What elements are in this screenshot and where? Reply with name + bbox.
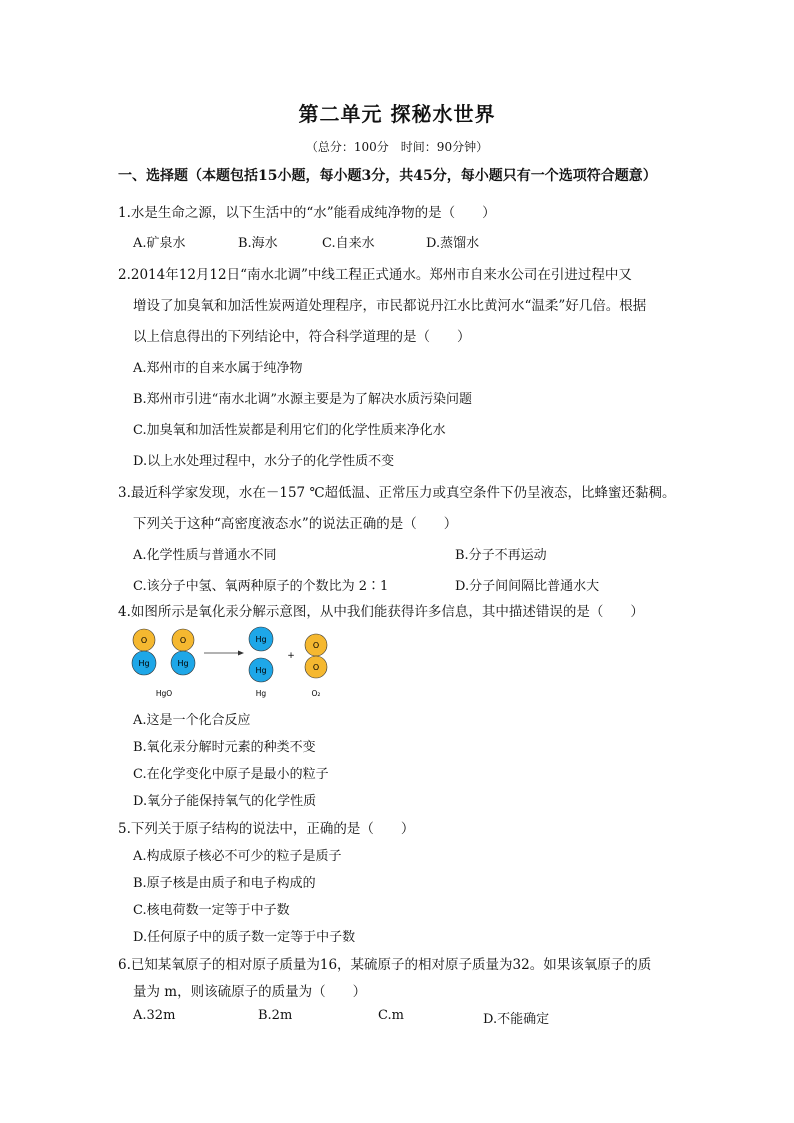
page-title: 第二单元 探秘水世界 [298,102,496,126]
q1-option-d: D.蒸馏水 [426,236,480,251]
q3-option-b: B.分子不再运动 [455,548,547,563]
mercury-oxide-decomposition-diagram [126,626,346,702]
label-o2: O₂ [311,689,321,698]
mercury-atom-label: Hg [255,635,267,644]
hgo-molecule-1 [132,629,156,675]
question-2-line-2: 增设了加臭氧和加活性炭两道处理程序，市民都说丹江水比黄河水“温柔”好几倍。根据 [133,298,647,314]
q4-option-c: C.在化学变化中原子是最小的粒子 [133,767,329,782]
q1-option-b: B.海水 [238,236,278,251]
question-3-line-1: 3.最近科学家发现，水在－157 ℃超低温、正常压力或真空条件下仍呈液态，比蜂蜜还黏稠。 [118,485,676,501]
question-3-line-2: 下列关于这种“高密度液态水”的说法正确的是（ ） [133,516,458,532]
mercury-atom-label: Hg [177,659,189,668]
exam-info: （总分：100分 时间：90分钟） [305,140,489,154]
q6-option-c: C.m [378,1008,404,1023]
oxygen-atom-label: O [179,636,187,645]
q4-option-a: A.这是一个化合反应 [133,713,251,728]
q5-option-a: A.构成原子核必不可少的粒子是质子 [133,849,342,864]
reaction-arrow-icon [204,651,244,656]
hgo-molecule-2 [171,629,195,675]
q4-option-b: B.氧化汞分解时元素的种类不变 [133,740,316,755]
oxygen-molecule-product [305,634,327,678]
q3-option-c: C.该分子中氢、氧两种原子的个数比为 2∶1 [133,579,389,594]
q5-option-b: B.原子核是由质子和电子构成的 [133,876,316,891]
plus-sign: + [287,651,295,661]
q1-option-a: A.矿泉水 [133,236,186,251]
q5-option-c: C.核电荷数一定等于中子数 [133,903,290,918]
q1-option-c: C.自来水 [322,236,375,251]
section-heading: 一、选择题（本题包括15小题，每小题3分，共45分，每小题只有一个选项符合题意） [118,168,657,184]
oxygen-atom-label: O [140,636,148,645]
q3-option-a: A.化学性质与普通水不同 [133,548,277,563]
question-5-text: 5.下列关于原子结构的说法中，正确的是（ ） [118,821,415,837]
q5-option-d: D.任何原子中的质子数一定等于中子数 [133,930,356,945]
q2-option-a: A.郑州市的自来水属于纯净物 [133,361,303,376]
question-2-line-1: 2.2014年12月12日“南水北调”中线工程正式通水。郑州市自来水公司在引进过程中又 [118,267,632,283]
question-2-line-3: 以上信息得出的下列结论中，符合科学道理的是（ ） [133,329,471,345]
question-6-line-1: 6.已知某氧原子的相对原子质量为16，某硫原子的相对原子质量为32。如果该氧原子的质 [118,957,652,973]
q6-option-d: D.不能确定 [483,1012,550,1027]
label-hg: Hg [255,689,267,698]
oxygen-atom-label: O [312,663,320,672]
q6-option-b: B.2m [258,1008,293,1023]
mercury-atom-label: Hg [255,666,267,675]
label-hgo: HgO [155,689,173,698]
q2-option-c: C.加臭氧和加活性炭都是利用它们的化学性质来净化水 [133,423,446,438]
q6-option-a: A.32m [133,1008,176,1023]
question-4-text: 4.如图所示是氧化汞分解示意图，从中我们能获得许多信息，其中描述错误的是（ ） [118,604,644,620]
q3-option-d: D.分子间间隔比普通水大 [455,579,600,594]
question-6-line-2: 量为 m，则该硫原子的质量为（ ） [133,984,367,1000]
q2-option-b: B.郑州市引进“南水北调”水源主要是为了解决水质污染问题 [133,392,472,407]
q2-option-d: D.以上水处理过程中，水分子的化学性质不变 [133,454,395,469]
q4-option-d: D.氧分子能保持氧气的化学性质 [133,794,317,809]
mercury-atom-label: Hg [138,659,150,668]
mercury-atoms-product [249,627,273,682]
oxygen-atom-label: O [312,641,320,650]
question-1-text: 1.水是生命之源，以下生活中的“水”能看成纯净物的是（ ） [118,205,496,221]
